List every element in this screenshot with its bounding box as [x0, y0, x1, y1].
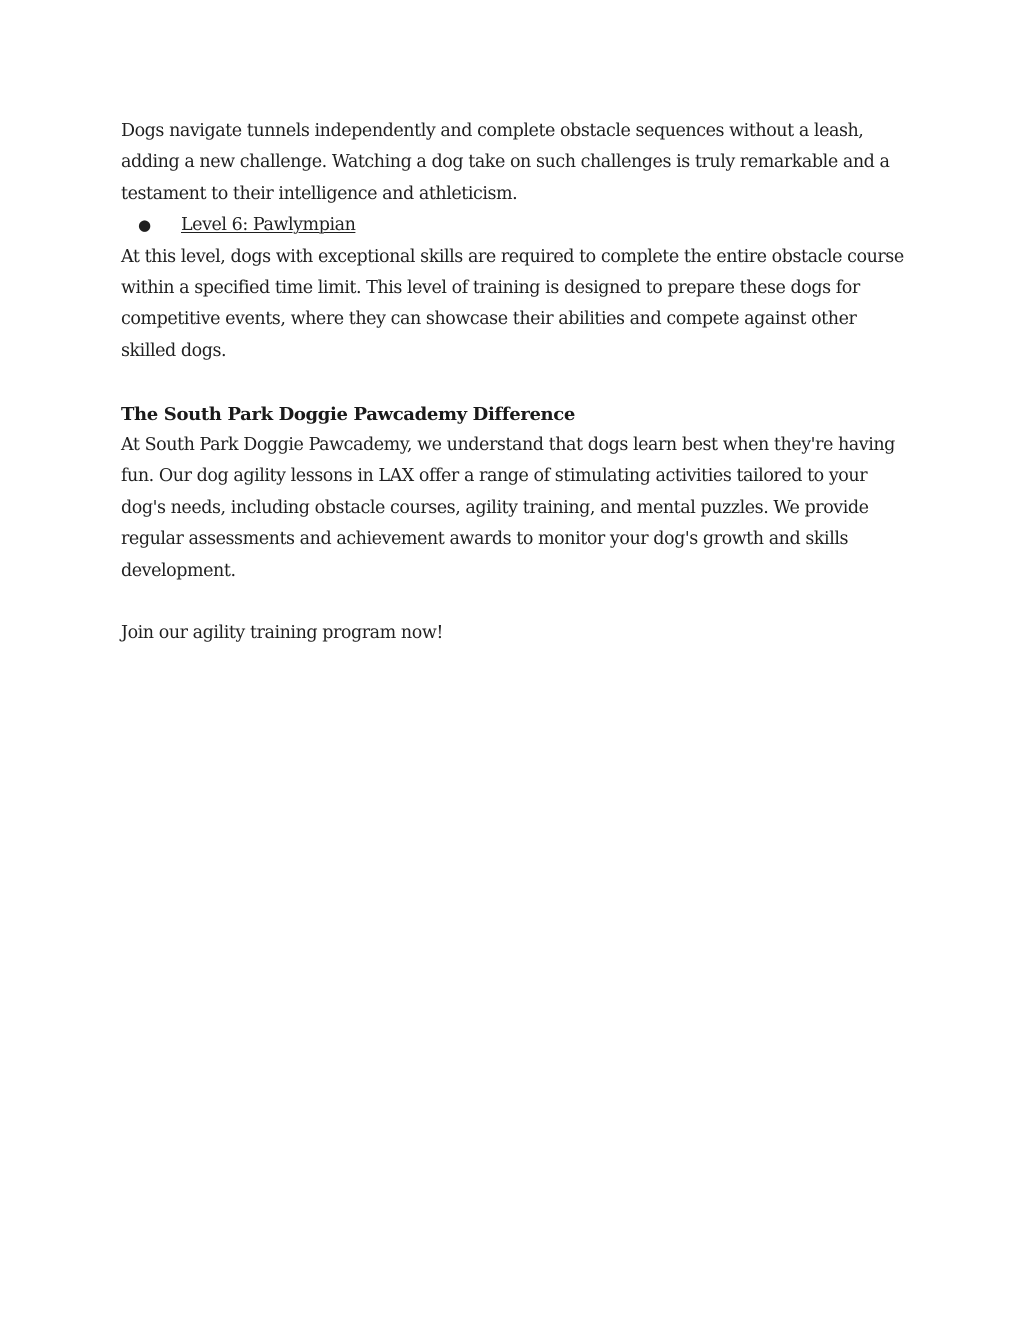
bullet-icon: ● — [138, 216, 151, 235]
document-body — [121, 116, 906, 650]
list-item-level-6 — [121, 210, 906, 241]
intro-paragraph: Dogs navigate tunnels independently and complete obstacle sequences without a leash, adding a new challenge. Watching a dog take on such challenges is truly remarkable and a testament to their intelligence and athleticism. — [121, 121, 890, 204]
paragraph-spacer — [121, 587, 906, 618]
level-list — [121, 210, 906, 241]
call-to-action: Join our agility training program now! — [121, 623, 443, 644]
difference-paragraph: At South Park Doggie Pawcademy, we understand that dogs learn best when they're having fun. Our dog agility lessons in LAX offer a range of stimulating activities tailored to your dog's needs, including obstacle courses, agility training, and mental puzzles. We provide regular assessments and achievement awards to monitor your dog's growth and skills development. — [121, 435, 895, 581]
section-heading: The South Park Doggie Pawcademy Difference — [121, 403, 576, 425]
level-6-link[interactable]: Level 6: Pawlympian — [181, 215, 356, 236]
paragraph-spacer — [121, 367, 906, 398]
level-6-paragraph: At this level, dogs with exceptional skills are required to complete the entire obstacle course within a specified time limit. This level of training is designed to prepare these dogs for competitive events, where they can showcase their abilities and compete against other skilled dogs. — [121, 246, 904, 361]
